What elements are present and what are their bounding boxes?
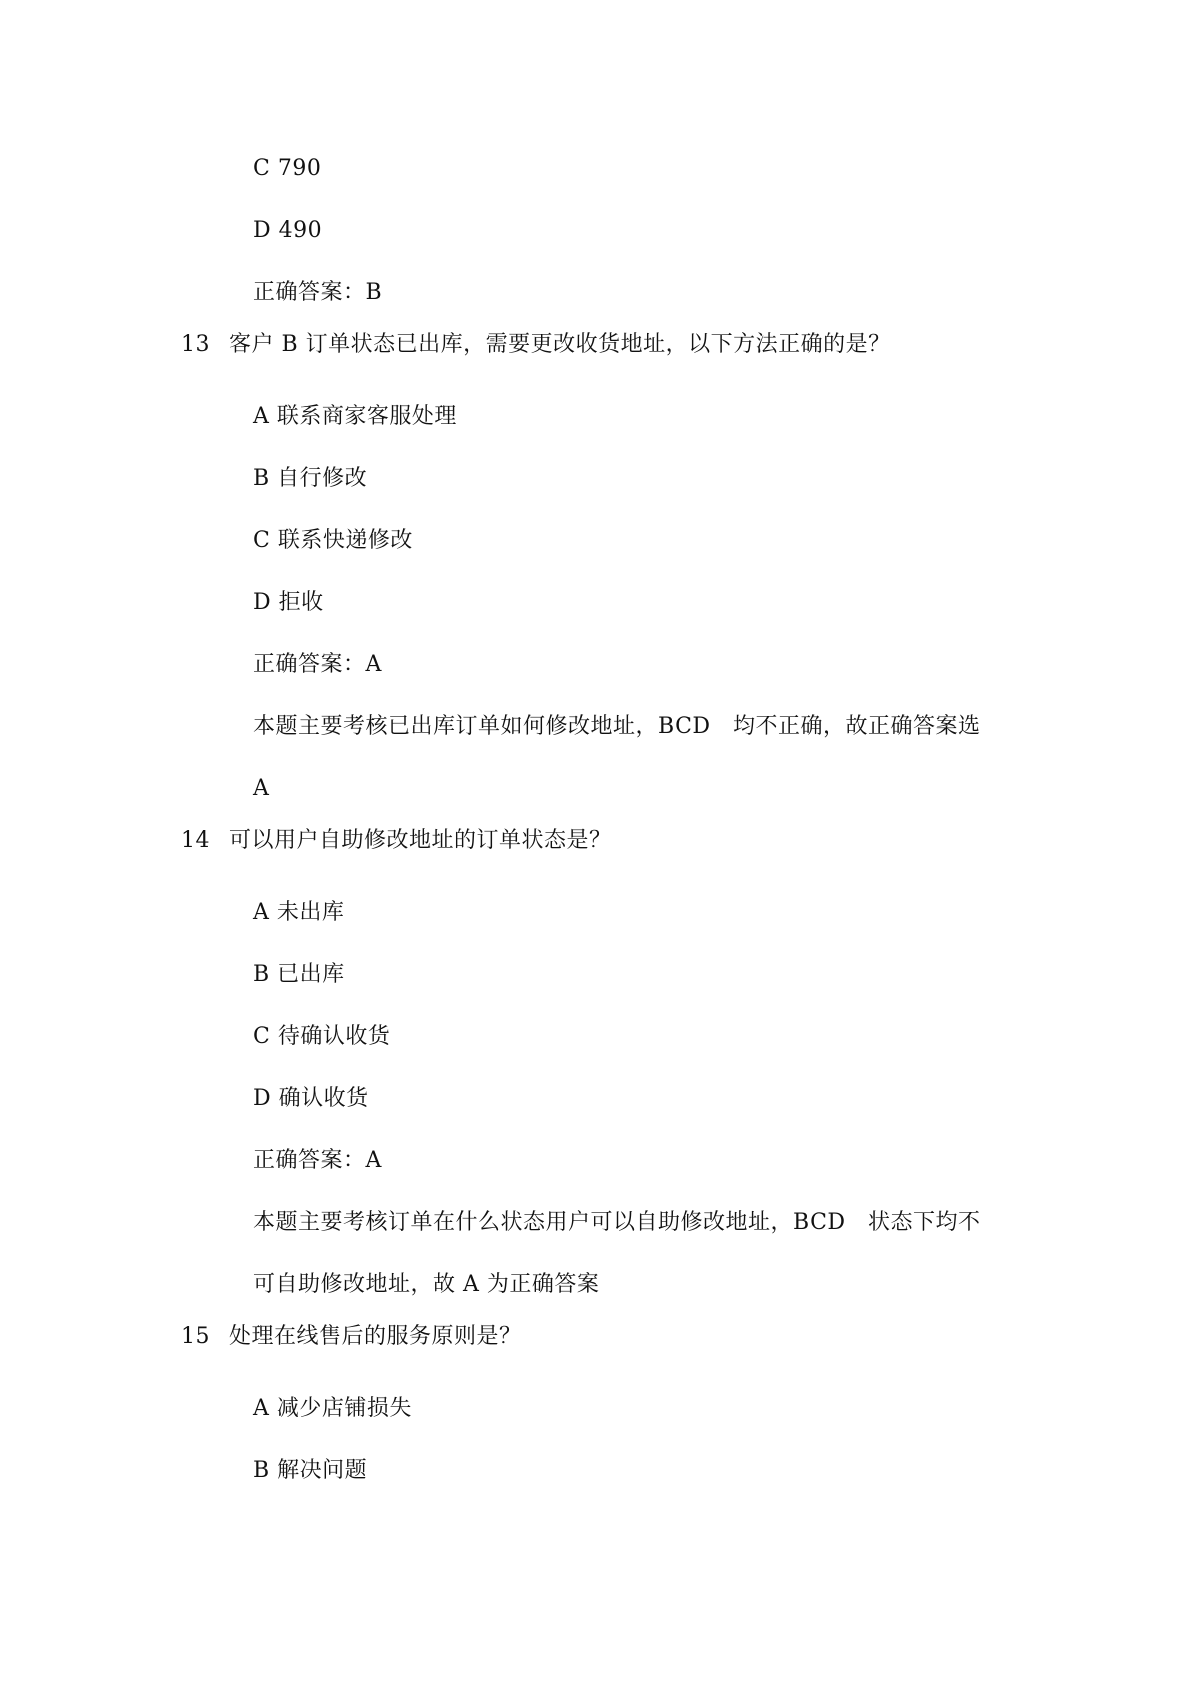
option-text: 未出库 xyxy=(276,900,345,925)
option-key: A xyxy=(253,404,270,429)
option-b xyxy=(253,960,345,990)
option-key: A xyxy=(253,1396,270,1421)
option-c xyxy=(253,526,413,556)
correct-answer: 正确答案：B xyxy=(253,280,383,305)
option-key: B xyxy=(253,1458,270,1483)
option-key: C xyxy=(253,156,271,181)
correct-answer: 正确答案：A xyxy=(253,652,382,677)
option-text: 490 xyxy=(278,218,323,243)
option-text: 联系商家客服处理 xyxy=(276,404,457,429)
option-c xyxy=(253,154,321,184)
option-text: 自行修改 xyxy=(277,466,368,491)
option-text: 拒收 xyxy=(278,590,324,615)
option-d xyxy=(253,588,324,618)
option-text: 减少店铺损失 xyxy=(276,1396,412,1421)
option-key: D xyxy=(253,1086,272,1111)
option-a xyxy=(253,402,457,432)
question-number: 13 xyxy=(181,332,210,357)
option-b xyxy=(253,464,367,494)
correct-answer: 正确答案：A xyxy=(253,1148,382,1173)
option-key: B xyxy=(253,466,270,491)
question-stem: 可以用户自助修改地址的订单状态是？ xyxy=(229,828,612,853)
option-key: C xyxy=(253,528,271,553)
explanation-line: 本题主要考核已出库订单如何修改地址，BCD 均不正确，故正确答案选 xyxy=(253,714,981,739)
explanation-line: A xyxy=(253,776,270,801)
option-text: 联系快递修改 xyxy=(277,528,413,553)
option-text: 已出库 xyxy=(277,962,345,987)
explanation-line: 可自助修改地址，故 A 为正确答案 xyxy=(253,1272,600,1297)
explanation-line: 本题主要考核订单在什么状态用户可以自助修改地址，BCD 状态下均不 xyxy=(253,1210,981,1235)
option-d xyxy=(253,216,322,246)
option-b xyxy=(253,1456,367,1486)
option-key: B xyxy=(253,962,270,987)
question-number: 15 xyxy=(181,1324,210,1349)
question-stem: 客户 B 订单状态已出库，需要更改收货地址，以下方法正确的是？ xyxy=(229,332,891,357)
option-c xyxy=(253,1022,390,1052)
question-stem: 处理在线售后的服务原则是？ xyxy=(229,1324,522,1349)
option-text: 确认收货 xyxy=(278,1086,369,1111)
option-text: 待确认收货 xyxy=(277,1024,391,1049)
option-d xyxy=(253,1084,369,1114)
option-a xyxy=(253,1394,412,1424)
question-number: 14 xyxy=(181,828,210,853)
option-key: D xyxy=(253,218,272,243)
option-key: D xyxy=(253,590,272,615)
option-text: 解决问题 xyxy=(277,1458,368,1483)
option-a xyxy=(253,898,344,928)
option-text: 790 xyxy=(277,156,322,181)
option-key: C xyxy=(253,1024,271,1049)
option-key: A xyxy=(253,900,270,925)
